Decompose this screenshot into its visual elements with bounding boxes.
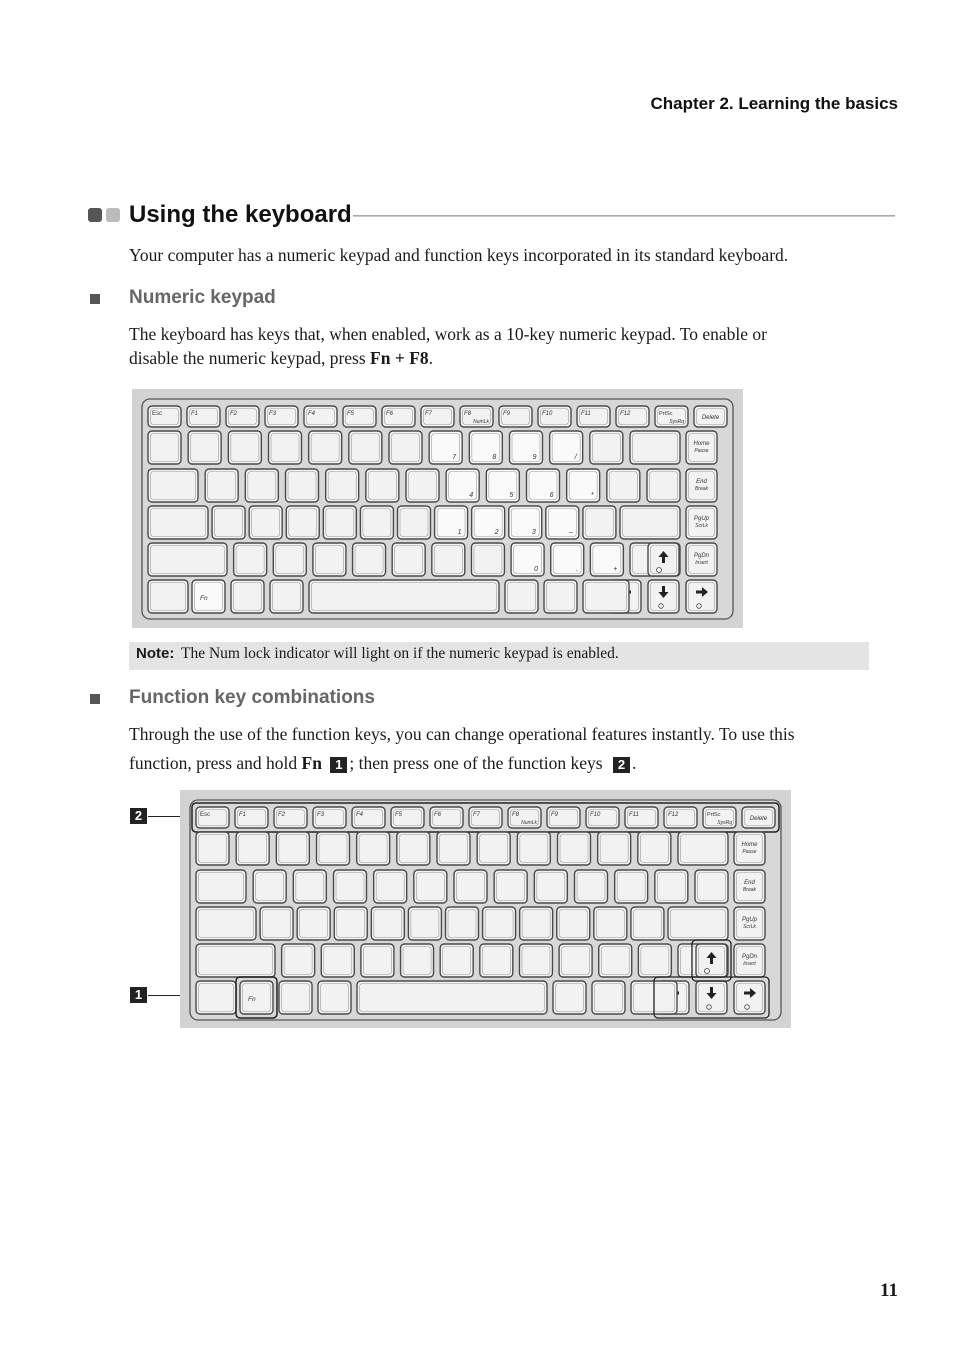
numpad-label-5: 5: [509, 492, 514, 499]
key-r2-12: [607, 469, 640, 502]
f3-key-label: F3: [269, 411, 277, 417]
f9-key-label: F9: [551, 812, 559, 818]
key-r4-5: [401, 944, 434, 977]
key-r3-12: [631, 907, 664, 940]
key-r4-7: [432, 543, 465, 576]
f8-key-sublabel: NumLk: [521, 820, 537, 826]
key-r1-1: [196, 832, 229, 865]
alt-right-key: [553, 981, 586, 1014]
section-title: Using the keyboard: [129, 201, 352, 228]
f8-key-label: F8: [464, 411, 472, 417]
f4-key-label: F4: [308, 411, 316, 417]
fn-key-label: Fn: [200, 595, 208, 602]
key-r2-1: [148, 469, 198, 502]
f3-key-label: F3: [317, 812, 325, 818]
prtsc-key-sublabel: SysRq: [717, 820, 732, 826]
key-r3-5: [371, 907, 404, 940]
f8-key-sublabel: NumLk: [473, 419, 489, 425]
numeric-paragraph-line1: The keyboard has keys that, when enabled, work as a 10-key numeric keypad. To enable or: [129, 324, 767, 344]
menu-key: [592, 981, 625, 1014]
delete-key-label: Delete: [749, 816, 768, 822]
key-r3-11: [546, 506, 579, 539]
square-bullet-icon: [88, 692, 102, 706]
alt-left-key: [270, 580, 303, 613]
key-r1-12: [638, 832, 671, 865]
key-r4-6: [440, 944, 473, 977]
pgup-key-label: PgUp: [741, 917, 758, 923]
function-keys-keyboard-illustration: [180, 790, 791, 1028]
key-r1-13: [630, 431, 680, 464]
pgdn-key-sublabel: Insert: [695, 560, 708, 566]
f2-key-label: F2: [278, 812, 286, 818]
key-r3-12: [583, 506, 616, 539]
f6-key-label: F6: [386, 411, 394, 417]
esc-key-label: Esc: [200, 812, 211, 818]
key-r4-9: [511, 543, 544, 576]
section-bullet-icon: [88, 207, 124, 223]
key-r1-4: [269, 431, 302, 464]
key-r2-6: [414, 870, 447, 903]
f11-key-label: F11: [629, 812, 639, 818]
numpad-label-+: +: [613, 566, 618, 573]
key-r3-6: [408, 907, 441, 940]
key-r4-9: [559, 944, 592, 977]
key-r2-8: [494, 870, 527, 903]
ctrl-left-key: [148, 580, 188, 613]
key-r2-9: [534, 870, 567, 903]
alt-left-key: [318, 981, 351, 1014]
key-r2-5: [374, 870, 407, 903]
end-key-sublabel: Break: [694, 486, 709, 492]
key-r2-6: [366, 469, 399, 502]
numpad-label-/: /: [574, 454, 577, 461]
numpad-label-9: 9: [532, 454, 537, 461]
numpad-label-4: 4: [469, 492, 474, 499]
key-r3-6: [360, 506, 393, 539]
key-r1-9: [517, 832, 550, 865]
esc-key-label: Esc: [152, 411, 163, 417]
key-r4-2: [282, 944, 315, 977]
ctrl-left-key: [196, 981, 236, 1014]
right-arrow-key: [734, 981, 765, 1014]
key-r3-3: [249, 506, 282, 539]
windows-key: [231, 580, 264, 613]
key-r1-10: [558, 832, 591, 865]
key-r1-6: [397, 832, 430, 865]
f9-key-label: F9: [503, 411, 511, 417]
key-r3-13: [620, 506, 680, 539]
key-r1-2: [188, 431, 221, 464]
key-r3-9: [472, 506, 505, 539]
end-key-label: End: [744, 880, 755, 886]
pgup-key-sublabel: ScrLk: [743, 924, 756, 930]
key-r2-8: [446, 469, 479, 502]
numpad-label-–: –: [568, 529, 573, 536]
key-r2-9: [486, 469, 519, 502]
key-r3-10: [509, 506, 542, 539]
pgdn-key-label: PgDn: [741, 954, 758, 960]
callout-2-label: 2: [130, 808, 147, 824]
key-r2-1: [196, 870, 246, 903]
numpad-label-3: 3: [531, 529, 536, 536]
chapter-header: Chapter 2. Learning the basics: [650, 94, 898, 113]
home-key-sublabel: Pause: [742, 849, 757, 855]
function-paragraph-line1: Through the use of the function keys, you can change operational features instantly. To use this: [129, 724, 795, 744]
key-r1-8: [477, 832, 510, 865]
key-r4-3: [321, 944, 354, 977]
key-r1-13: [678, 832, 728, 865]
key-r2-10: [527, 469, 560, 502]
key-r3-13: [668, 907, 728, 940]
ctrl-right-key: [583, 580, 629, 613]
key-r3-10: [557, 907, 590, 940]
key-r3-3: [297, 907, 330, 940]
key-r4-11: [638, 944, 671, 977]
key-r1-12: [590, 431, 623, 464]
key-r4-2: [234, 543, 267, 576]
key-r2-4: [286, 469, 319, 502]
f5-key-label: F5: [347, 411, 355, 417]
page-number: 11: [880, 1280, 898, 1301]
numeric-keypad-keyboard-illustration: [132, 389, 743, 628]
alt-right-key: [505, 580, 538, 613]
key-r3-7: [446, 907, 479, 940]
key-r1-7: [437, 832, 470, 865]
prtsc-key-label: PrtSc: [707, 812, 721, 818]
key-r2-10: [575, 870, 608, 903]
key-r4-11: [590, 543, 623, 576]
key-r2-2: [253, 870, 286, 903]
numpad-label-7: 7: [452, 454, 457, 461]
key-r3-2: [212, 506, 245, 539]
key-r1-11: [598, 832, 631, 865]
key-r3-1: [148, 506, 208, 539]
fn-key-label: Fn: [248, 996, 256, 1003]
key-r2-12: [655, 870, 688, 903]
key-r3-8: [435, 506, 468, 539]
numeric-keypad-title: Numeric keypad: [129, 287, 276, 308]
f6-key-label: F6: [434, 812, 442, 818]
key-r4-3: [273, 543, 306, 576]
f7-key-label: F7: [473, 812, 481, 818]
key-r3-11: [594, 907, 627, 940]
key-r3-2: [260, 907, 293, 940]
key-r4-5: [353, 543, 386, 576]
fn-key: [240, 981, 273, 1014]
f8-key-label: F8: [512, 812, 520, 818]
home-key-label: Home: [741, 842, 758, 848]
f7-key-label: F7: [425, 411, 433, 417]
pgdn-key-sublabel: Insert: [743, 961, 756, 967]
space-key: [309, 580, 499, 613]
f5-key-label: F5: [395, 812, 403, 818]
pgup-key-sublabel: ScrLk: [695, 523, 708, 529]
key-r4-1: [148, 543, 227, 576]
key-r2-13: [695, 870, 728, 903]
key-r2-4: [334, 870, 367, 903]
home-key-sublabel: Pause: [694, 448, 709, 454]
key-r4-4: [313, 543, 346, 576]
key-r1-2: [236, 832, 269, 865]
menu-key: [544, 580, 577, 613]
space-key: [357, 981, 547, 1014]
f11-key-label: F11: [581, 411, 591, 417]
note-text: The Num lock indicator will light on if the numeric keypad is enabled.: [181, 645, 619, 662]
numpad-label-1: 1: [457, 529, 462, 536]
key-r3-9: [520, 907, 553, 940]
key-r1-11: [550, 431, 583, 464]
function-keys-title: Function key combinations: [129, 687, 375, 708]
windows-key: [279, 981, 312, 1014]
square-bullet-icon: [88, 292, 102, 306]
numpad-label-6: 6: [549, 492, 554, 499]
numpad-label-8: 8: [492, 454, 497, 461]
key-r3-1: [196, 907, 256, 940]
key-r4-6: [392, 543, 425, 576]
key-r4-1: [196, 944, 275, 977]
numeric-paragraph-line2: disable the numeric keypad, press Fn + F8.: [129, 348, 434, 368]
key-r1-5: [309, 431, 342, 464]
numpad-label-0: 0: [534, 566, 539, 573]
end-key-sublabel: Break: [742, 887, 757, 893]
key-r3-4: [334, 907, 367, 940]
key-r2-5: [326, 469, 359, 502]
callout-1-badge: 1: [330, 757, 347, 773]
f1-key-label: F1: [239, 812, 247, 818]
key-r4-10: [599, 944, 632, 977]
key-r1-4: [317, 832, 350, 865]
fn-f8-keys: Fn + F8: [370, 348, 429, 368]
key-r2-7: [406, 469, 439, 502]
callout-1-label: 1: [130, 987, 147, 1003]
key-r3-7: [398, 506, 431, 539]
f2-key-label: F2: [230, 411, 238, 417]
key-r1-5: [357, 832, 390, 865]
key-r4-8: [471, 543, 504, 576]
f4-key-label: F4: [356, 812, 364, 818]
numpad-label-*: *: [590, 492, 594, 499]
f12-key-label: F12: [620, 411, 631, 417]
key-r2-11: [567, 469, 600, 502]
right-arrow-key: [686, 580, 717, 613]
delete-key-label: Delete: [701, 415, 720, 421]
key-r1-8: [429, 431, 462, 464]
note-label: Note:: [136, 645, 175, 662]
f1-key-label: F1: [191, 411, 199, 417]
key-r1-6: [349, 431, 382, 464]
key-r2-3: [293, 870, 326, 903]
key-r1-3: [228, 431, 261, 464]
key-r2-3: [245, 469, 278, 502]
key-r4-4: [361, 944, 394, 977]
key-r3-4: [286, 506, 319, 539]
callout-2-badge: 2: [613, 757, 630, 773]
key-r2-11: [615, 870, 648, 903]
key-r1-9: [469, 431, 502, 464]
prtsc-key-sublabel: SysRq: [669, 419, 684, 425]
key-r1-1: [148, 431, 181, 464]
f12-key-label: F12: [668, 812, 679, 818]
key-r2-2: [205, 469, 238, 502]
end-key-label: End: [696, 479, 707, 485]
home-key-label: Home: [693, 441, 710, 447]
section-rule: [353, 215, 895, 217]
numpad-label-.: .: [575, 566, 578, 573]
pgdn-key-label: PgDn: [693, 553, 710, 559]
intro-paragraph: Your computer has a numeric keypad and function keys incorporated in its standard keyboard.: [129, 245, 789, 265]
key-r1-10: [510, 431, 543, 464]
fn-key: [192, 580, 225, 613]
f10-key-label: F10: [590, 812, 601, 818]
f10-key-label: F10: [542, 411, 553, 417]
key-r2-13: [647, 469, 680, 502]
key-r4-10: [551, 543, 584, 576]
key-r1-7: [389, 431, 422, 464]
key-r4-7: [480, 944, 513, 977]
key-r4-8: [519, 944, 552, 977]
function-paragraph-line2: function, press and hold Fn 1 ; then press one of the function keys 2 .: [129, 753, 637, 773]
prtsc-key-label: PrtSc: [659, 411, 673, 417]
numpad-label-2: 2: [494, 529, 499, 536]
pgup-key-label: PgUp: [693, 516, 710, 522]
key-r1-3: [276, 832, 309, 865]
key-r3-8: [483, 907, 516, 940]
key-r2-7: [454, 870, 487, 903]
key-r3-5: [323, 506, 356, 539]
